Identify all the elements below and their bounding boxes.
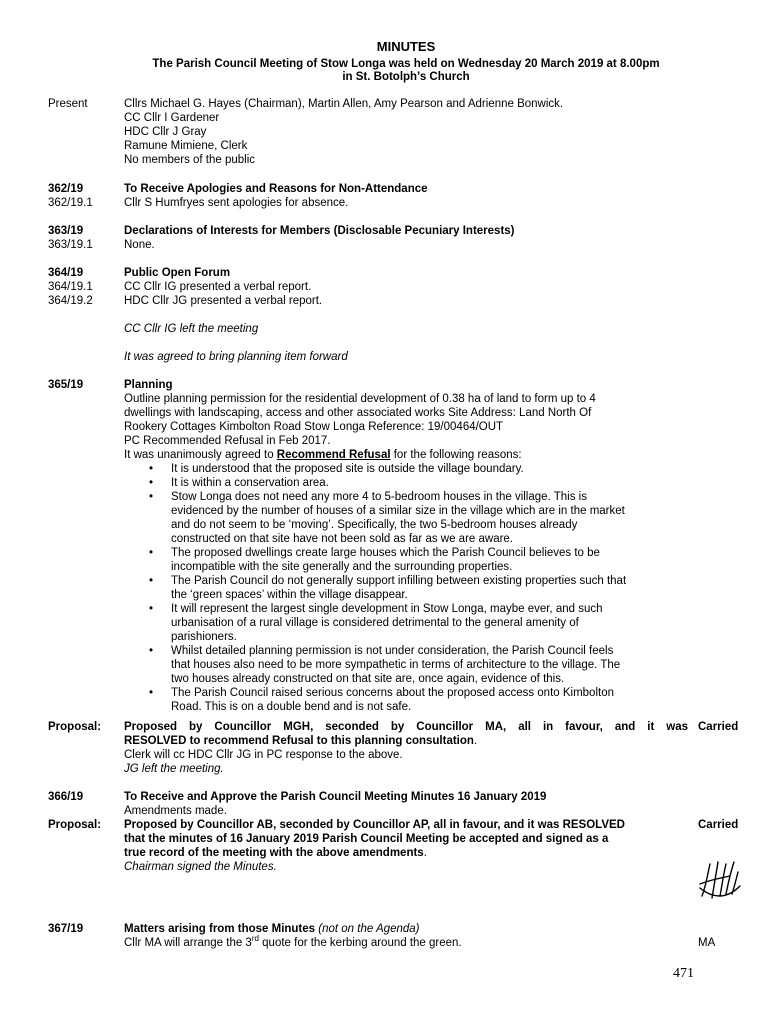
- reason-line: parishioners.: [171, 631, 237, 643]
- heading-note: (not on the Agenda): [315, 923, 420, 935]
- reason-line: Stow Longa does not need any more 4 to 5-bedroom houses in the village. This is: [171, 491, 587, 503]
- item-heading: Declarations of Interests for Members (Disclosable Pecuniary Interests): [124, 225, 515, 237]
- item-number: 362/19: [48, 183, 84, 195]
- item-367-body: [124, 922, 688, 950]
- reason-line: Whilst detailed planning permission is not under consideration, the Parish Council feels: [171, 645, 614, 657]
- proposal-result: Carried: [698, 721, 739, 733]
- proposal-result: Carried: [698, 819, 739, 831]
- matters-line: [124, 936, 688, 950]
- bullet-icon: •: [149, 491, 154, 503]
- present-line: Ramune Mimiene, Clerk: [124, 140, 248, 152]
- item-heading: To Receive and Approve the Parish Council Meeting Minutes 16 January 2019: [124, 791, 547, 803]
- item-366-body: [124, 790, 688, 818]
- clerk-note: Clerk will cc HDC Cllr JG in PC response to the above.: [124, 749, 403, 761]
- reason-item: [124, 490, 688, 546]
- reason-item: [124, 546, 688, 574]
- planning-desc-line: Outline planning permission for the residential development of 0.38 ha of land to form up to 4: [124, 393, 596, 405]
- reason-line: The proposed dwellings create large houses which the Parish Council believes to be: [171, 547, 600, 559]
- note-text: It was agreed to bring planning item forward: [124, 351, 348, 363]
- reason-line: urbanisation of a rural village is considered detrimental to the general amenity of: [171, 617, 579, 629]
- proposal-record: true record of the meeting with the above amendments: [124, 847, 424, 859]
- reason-line: evidenced by the number of houses of a similar size in the village which are in the market: [171, 505, 625, 517]
- planning-desc-line: dwellings with landscaping, access and other associated works Site Address: Land North Of: [124, 407, 592, 419]
- proposal-line: Proposed by Councillor MGH, seconded by Councillor MA, all in favour, and it was: [124, 721, 688, 733]
- sub-item-text: Cllr S Humfryes sent apologies for absence.: [124, 197, 349, 209]
- present-line: HDC Cllr J Gray: [124, 126, 207, 138]
- proposal-line: Proposed by Councillor AB, seconded by Councillor AP, all in favour, and it was RESOLVED: [124, 819, 625, 831]
- sub-item-number: 363/19.1: [48, 239, 93, 251]
- item-heading: To Receive Apologies and Reasons for Non-Attendance: [124, 183, 428, 195]
- document-title: MINUTES: [376, 39, 436, 54]
- planning-body: [124, 378, 688, 714]
- agreed-pre: It was unanimously agreed to: [124, 449, 277, 461]
- bullet-icon: •: [149, 645, 154, 657]
- agreed-post: for the following reasons:: [390, 449, 522, 461]
- agreed-line: [124, 448, 688, 462]
- item-number: 364/19: [48, 267, 84, 279]
- item-number: 363/19: [48, 225, 84, 237]
- amendments-note: Amendments made.: [124, 805, 227, 817]
- reason-item: [124, 644, 688, 686]
- bullet-icon: •: [149, 477, 154, 489]
- reason-item: [124, 476, 688, 490]
- sub-item-text: CC Cllr IG presented a verbal report.: [124, 281, 312, 293]
- planning-desc-line: Rookery Cottages Kimbolton Road Stow Longa Reference: 19/00464/OUT: [124, 421, 504, 433]
- page-number: 471: [673, 966, 694, 981]
- reason-line: It is understood that the proposed site is outside the village boundary.: [171, 463, 524, 475]
- sub-item-text: None.: [124, 239, 155, 251]
- bullet-icon: •: [149, 547, 154, 559]
- present-label: Present: [48, 98, 88, 110]
- reason-line: The Parish Council raised serious concerns about the proposed access onto Kimbolton: [171, 687, 614, 699]
- meeting-subtitle-line1: The Parish Council Meeting of Stow Longa was held on Wednesday 20 March 2019 at 8.00pm: [152, 58, 660, 70]
- bullet-icon: •: [149, 463, 154, 475]
- proposal-text: [124, 818, 688, 874]
- bullet-icon: •: [149, 603, 154, 615]
- reason-line: It will represent the largest single development in Stow Longa, maybe ever, and such: [171, 603, 603, 615]
- reason-line: two houses already constructed on that site are, once again, evidence of this.: [171, 673, 565, 685]
- bullet-icon: •: [149, 687, 154, 699]
- proposal-label: Proposal:: [48, 721, 102, 733]
- sub-item-text: HDC Cllr JG presented a verbal report.: [124, 295, 323, 307]
- item-number: 367/19: [48, 923, 84, 935]
- proposal-text: [124, 720, 688, 776]
- reason-line: constructed on that site have not been sold as far as we are aware.: [171, 533, 514, 545]
- reason-item: [124, 686, 688, 714]
- planning-desc-line: PC Recommended Refusal in Feb 2017.: [124, 435, 331, 447]
- item-number: 365/19: [48, 379, 84, 391]
- sub-item-number: 364/19.2: [48, 295, 93, 307]
- action-owner: MA: [698, 937, 716, 949]
- proposal-line: that the minutes of 16 January 2019 Parish Council Meeting be accepted and signed as a: [124, 833, 609, 845]
- item-heading: Planning: [124, 379, 173, 391]
- ordinal-suffix: rd: [251, 934, 259, 944]
- item-heading-line: [124, 922, 688, 936]
- sub-item-number: 364/19.1: [48, 281, 93, 293]
- proposal-line: [124, 846, 688, 860]
- chairman-signature: [696, 858, 742, 904]
- proposal-line: [124, 734, 688, 748]
- reason-line: The Parish Council do not generally support infilling between existing properties such that: [171, 575, 627, 587]
- item-number: 366/19: [48, 791, 84, 803]
- reason-line: and do not seem to be ‘moving’. Specifically, the two 5-bedroom houses already: [171, 519, 578, 531]
- reason-item: [124, 574, 688, 602]
- proposal-end: .: [423, 847, 427, 859]
- present-list: [124, 97, 688, 167]
- item-heading: Public Open Forum: [124, 267, 231, 279]
- note-text: CC Cllr IG left the meeting: [124, 323, 259, 335]
- present-line: No members of the public: [124, 154, 256, 166]
- matters-post: quote for the kerbing around the green.: [258, 937, 462, 949]
- reason-line: that houses also need to be more sympathetic in terms of architecture to the village. The: [171, 659, 621, 671]
- present-line: CC Cllr I Gardener: [124, 112, 220, 124]
- recommend-refusal: Recommend Refusal: [276, 449, 391, 461]
- proposal-label: Proposal:: [48, 819, 102, 831]
- chairman-signed-note: Chairman signed the Minutes.: [124, 861, 277, 873]
- item-heading: Matters arising from those Minutes: [124, 923, 316, 935]
- proposal-end: .: [473, 735, 478, 747]
- proposal-resolved: RESOLVED to recommend Refusal to this planning consultation: [124, 735, 474, 747]
- reason-line: It is within a conservation area.: [171, 477, 329, 489]
- left-meeting-note: JG left the meeting.: [124, 763, 224, 775]
- reason-line: incompatible with the site generally and the surrounding properties.: [171, 561, 513, 573]
- matters-pre: Cllr MA will arrange the 3: [124, 937, 252, 949]
- present-line: Cllrs Michael G. Hayes (Chairman), Martin Allen, Amy Pearson and Adrienne Bonwick.: [124, 98, 564, 110]
- reason-line: Road. This is on a double bend and is not safe.: [171, 701, 412, 713]
- bullet-icon: •: [149, 575, 154, 587]
- reason-line: the ‘green spaces’ within the village disappear.: [171, 589, 408, 601]
- reason-item: [124, 602, 688, 644]
- reasons-list: [124, 462, 688, 714]
- sub-item-number: 362/19.1: [48, 197, 93, 209]
- meeting-subtitle-line2: in St. Botolph’s Church: [342, 71, 470, 83]
- reason-item: [124, 462, 688, 476]
